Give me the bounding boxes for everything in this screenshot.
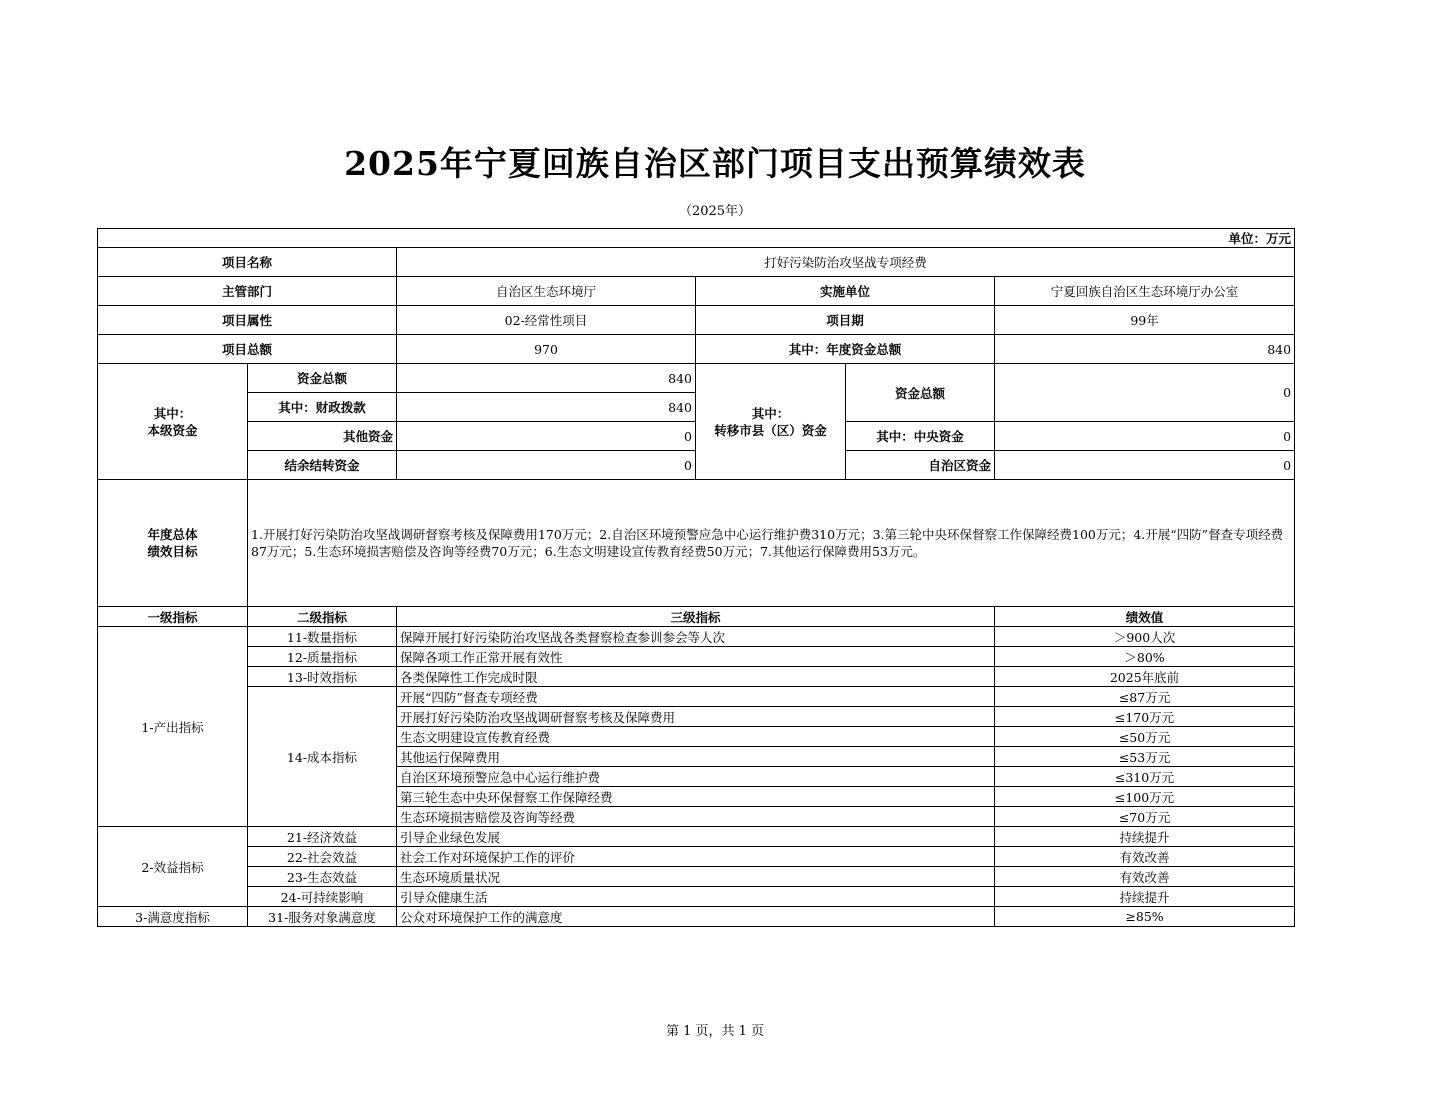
annual-label: 其中：年度资金总额 — [696, 335, 995, 364]
transfer-total-label: 资金总额 — [846, 364, 995, 422]
transfer-funds-label-line2: 转移市县（区）资金 — [714, 422, 827, 438]
unit-label: 单位：万元 — [98, 229, 1295, 248]
table-row-value: ≥85% — [995, 907, 1295, 927]
local-total-label: 资金总额 — [248, 364, 397, 393]
page-title: 2025年宁夏回族自治区部门项目支出预算绩效表 — [344, 144, 1086, 183]
goal-label-line2: 绩效目标 — [147, 544, 198, 559]
period-value: 99年 — [995, 306, 1295, 335]
project-name-label: 项目名称 — [98, 248, 397, 277]
table-row-value: 有效改善 — [995, 847, 1295, 867]
level2-cost: 14-成本指标 — [248, 687, 397, 827]
table-row-l3: 开展打好污染防治攻坚战调研督察考核及保障费用 — [397, 707, 995, 727]
other-funds-value: 0 — [397, 422, 696, 451]
table-row-value: ≤87万元 — [995, 687, 1295, 707]
central-funds-label: 其中：中央资金 — [846, 422, 995, 451]
table-row-l3: 自治区环境预警应急中心运行维护费 — [397, 767, 995, 787]
table-row-value: ＞80% — [995, 647, 1295, 667]
level2-quantity: 11-数量指标 — [248, 627, 397, 647]
table-row-l3: 其他运行保障费用 — [397, 747, 995, 767]
table-row-l3: 生态环境损害赔偿及咨询等经费 — [397, 807, 995, 827]
fiscal-value: 840 — [397, 393, 696, 422]
page-footer: 第 1 页，共 1 页 — [665, 1024, 765, 1039]
table-row-value: 有效改善 — [995, 867, 1295, 887]
table-row-l3: 开展“四防”督查专项经费 — [397, 687, 995, 707]
level2-sustainable: 24-可持续影响 — [248, 887, 397, 907]
level2-ecological: 23-生态效益 — [248, 867, 397, 887]
table-row-value: ≤53万元 — [995, 747, 1295, 767]
header-value: 绩效值 — [995, 607, 1295, 627]
table-row-l3: 公众对环境保护工作的满意度 — [397, 907, 995, 927]
region-funds-value: 0 — [995, 451, 1295, 480]
budget-performance-table — [97, 228, 1295, 927]
local-funds-label-line1: 其中： — [153, 405, 192, 421]
dept-label: 主管部门 — [98, 277, 397, 306]
total-label: 项目总额 — [98, 335, 397, 364]
level2-quality: 12-质量指标 — [248, 647, 397, 667]
total-value: 970 — [397, 335, 696, 364]
goal-label-line1: 年度总体 — [147, 527, 198, 542]
table-row-value: 持续提升 — [995, 887, 1295, 907]
transfer-total-value: 0 — [995, 364, 1295, 422]
level1-output: 1-产出指标 — [98, 627, 248, 827]
table-row-l3: 引导企业绿色发展 — [397, 827, 995, 847]
level1-benefit: 2-效益指标 — [98, 827, 248, 907]
dept-value: 自治区生态环境厅 — [397, 277, 696, 306]
table-row-l3: 生态环境质量状况 — [397, 867, 995, 887]
carry-funds-value: 0 — [397, 451, 696, 480]
level2-timeliness: 13-时效指标 — [248, 667, 397, 687]
transfer-funds-label-line1: 其中： — [751, 405, 790, 421]
table-row-l3: 引导众健康生活 — [397, 887, 995, 907]
level2-service: 31-服务对象满意度 — [248, 907, 397, 927]
other-funds-label: 其他资金 — [248, 422, 397, 451]
table-row-value: ≤310万元 — [995, 767, 1295, 787]
table-row-value: ≤70万元 — [995, 807, 1295, 827]
project-name-value: 打好污染防治攻坚战专项经费 — [397, 248, 1295, 277]
table-row-value: ≤100万元 — [995, 787, 1295, 807]
level2-social: 22-社会效益 — [248, 847, 397, 867]
local-funds-label-line2: 本级资金 — [147, 422, 198, 438]
attr-label: 项目属性 — [98, 306, 397, 335]
attr-value: 02-经常性项目 — [397, 306, 696, 335]
carry-funds-label: 结余结转资金 — [248, 451, 397, 480]
fiscal-label: 其中：财政拨款 — [248, 393, 397, 422]
annual-value: 840 — [995, 335, 1295, 364]
central-funds-value: 0 — [995, 422, 1295, 451]
table-row-l3: 保障开展打好污染防治攻坚战各类督察检查参训参会等人次 — [397, 627, 995, 647]
table-row-l3: 生态文明建设宣传教育经费 — [397, 727, 995, 747]
table-row-value: ＞900人次 — [995, 627, 1295, 647]
level1-satisfaction: 3-满意度指标 — [98, 907, 248, 927]
table-row-value: 持续提升 — [995, 827, 1295, 847]
local-total-value: 840 — [397, 364, 696, 393]
level2-economic: 21-经济效益 — [248, 827, 397, 847]
table-row-l3: 社会工作对环境保护工作的评价 — [397, 847, 995, 867]
table-row-l3: 第三轮生态中央环保督察工作保障经费 — [397, 787, 995, 807]
header-level1: 一级指标 — [98, 607, 248, 627]
table-row-value: ≤50万元 — [995, 727, 1295, 747]
page-subtitle: （2025年） — [678, 204, 752, 219]
table-row-l3: 保障各项工作正常开展有效性 — [397, 647, 995, 667]
header-level2: 二级指标 — [248, 607, 397, 627]
region-funds-label: 自治区资金 — [846, 451, 995, 480]
period-label: 项目期 — [696, 306, 995, 335]
impl-value: 宁夏回族自治区生态环境厅办公室 — [995, 277, 1295, 306]
goal-text: 1.开展打好污染防治攻坚战调研督察考核及保障费用170万元；2.自治区环境预警应急中心运行维护费310万元；3.第三轮中央环保督察工作保障经费100万元；4.开展“四防”督查专项经费87万元；5.生态环境损害赔偿及咨询等经费70万元；6.生态文明建设宣传教育经费50万元；7.其他运行保障费用53万元。 — [248, 480, 1295, 607]
impl-label: 实施单位 — [696, 277, 995, 306]
local-funds-label — [98, 364, 248, 480]
table-row-value: ≤170万元 — [995, 707, 1295, 727]
transfer-funds-label — [696, 364, 846, 480]
header-level3: 三级指标 — [397, 607, 995, 627]
table-row-l3: 各类保障性工作完成时限 — [397, 667, 995, 687]
table-row-value: 2025年底前 — [995, 667, 1295, 687]
goal-label — [98, 480, 248, 607]
